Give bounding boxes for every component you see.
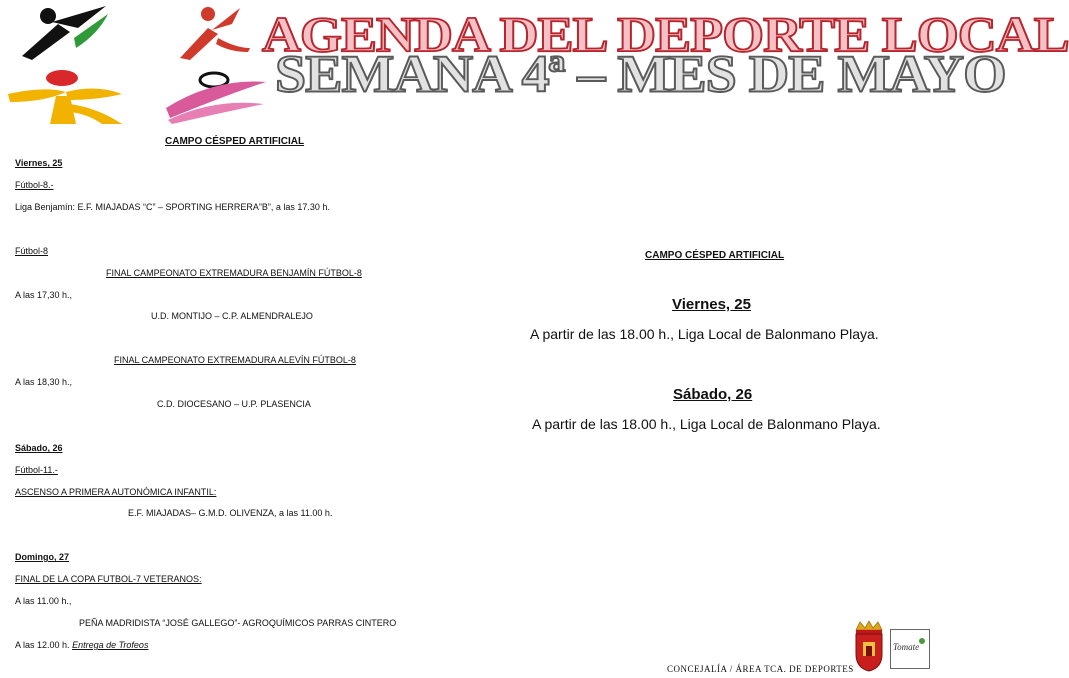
final-benjamin-match: U.D. MONTIJO – C.P. ALMENDRALEJO [151,311,313,321]
running-figure-yellow-red-icon [6,68,124,126]
final-alevin-time: A las 18,30 h., [15,377,73,387]
running-figure-red-icon [178,4,252,60]
final-benjamin-time: A las 17,30 h., [15,290,73,300]
saturday-match: E.F. MIAJADAS– G.M.D. OLIVENZA, a las 11.00 h. [128,508,333,518]
sunday-match: PEÑA MADRIDISTA “JOSÉ GALLEGO”- AGROQUÍMICOS PARRAS CINTERO [79,618,397,628]
right-friday-heading: Viernes, 25 [672,296,751,313]
tomate-leaf-icon [919,638,925,644]
right-friday-text: A partir de las 18.00 h., Liga Local de Balonmano Playa. [530,326,879,342]
footer-department: CONCEJALÍA / ÁREA TCA. DE DEPORTES [667,664,854,674]
running-figure-pink-icon [164,68,268,124]
friday-sport-2: Fútbol-8 [15,246,49,256]
final-alevin-title: FINAL CAMPEONATO EXTREMADURA ALEVÍN FÚTBOL-8 [114,355,356,365]
right-saturday-heading: Sábado, 26 [673,386,753,403]
final-alevin-match: C.D. DIOCESANO – U.P. PLASENCIA [157,399,311,409]
sunday-trophy-text: Entrega de Trofeos [72,640,149,650]
saturday-sport: Fútbol-11.- [15,465,58,475]
running-figure-black-green-icon [18,4,110,60]
left-venue-title: CAMPO CÉSPED ARTIFICIAL [165,136,305,147]
friday-match-1: Liga Benjamín: E.F. MIAJADAS “C” – SPORTING HERRERA”B”, a las 17.30 h. [15,202,330,212]
coat-of-arms-icon [852,620,886,672]
friday-sport-1: Fútbol-8.- [15,180,54,190]
right-venue-title: CAMPO CÉSPED ARTIFICIAL [645,250,785,261]
sunday-time: A las 11.00 h., [15,596,72,606]
sunday-competition: FINAL DE LA COPA FUTBOL-7 VETERANOS: [15,574,202,584]
sunday-heading: Domingo, 27 [15,552,70,562]
banner-title-line2: SEMANA 4ª – MES DE MAYO [275,44,1006,104]
banner-title-line1: AGENDA DEL DEPORTE LOCAL [262,6,1069,63]
right-saturday-text: A partir de las 18.00 h., Liga Local de Balonmano Playa. [532,416,881,432]
tomate-logo-text: Tomate [893,642,920,652]
saturday-heading: Sábado, 26 [15,443,63,453]
saturday-competition: ASCENSO A PRIMERA AUTONÓMICA INFANTIL: [15,487,217,497]
final-benjamin-title: FINAL CAMPEONATO EXTREMADURA BENJAMÍN FÚTBOL-8 [106,268,362,278]
sunday-trophy-line [15,640,148,650]
tomate-logo-icon [890,629,930,669]
friday-heading: Viernes, 25 [15,158,63,168]
sunday-trophy-time: A las 12.00 h. [15,640,70,650]
